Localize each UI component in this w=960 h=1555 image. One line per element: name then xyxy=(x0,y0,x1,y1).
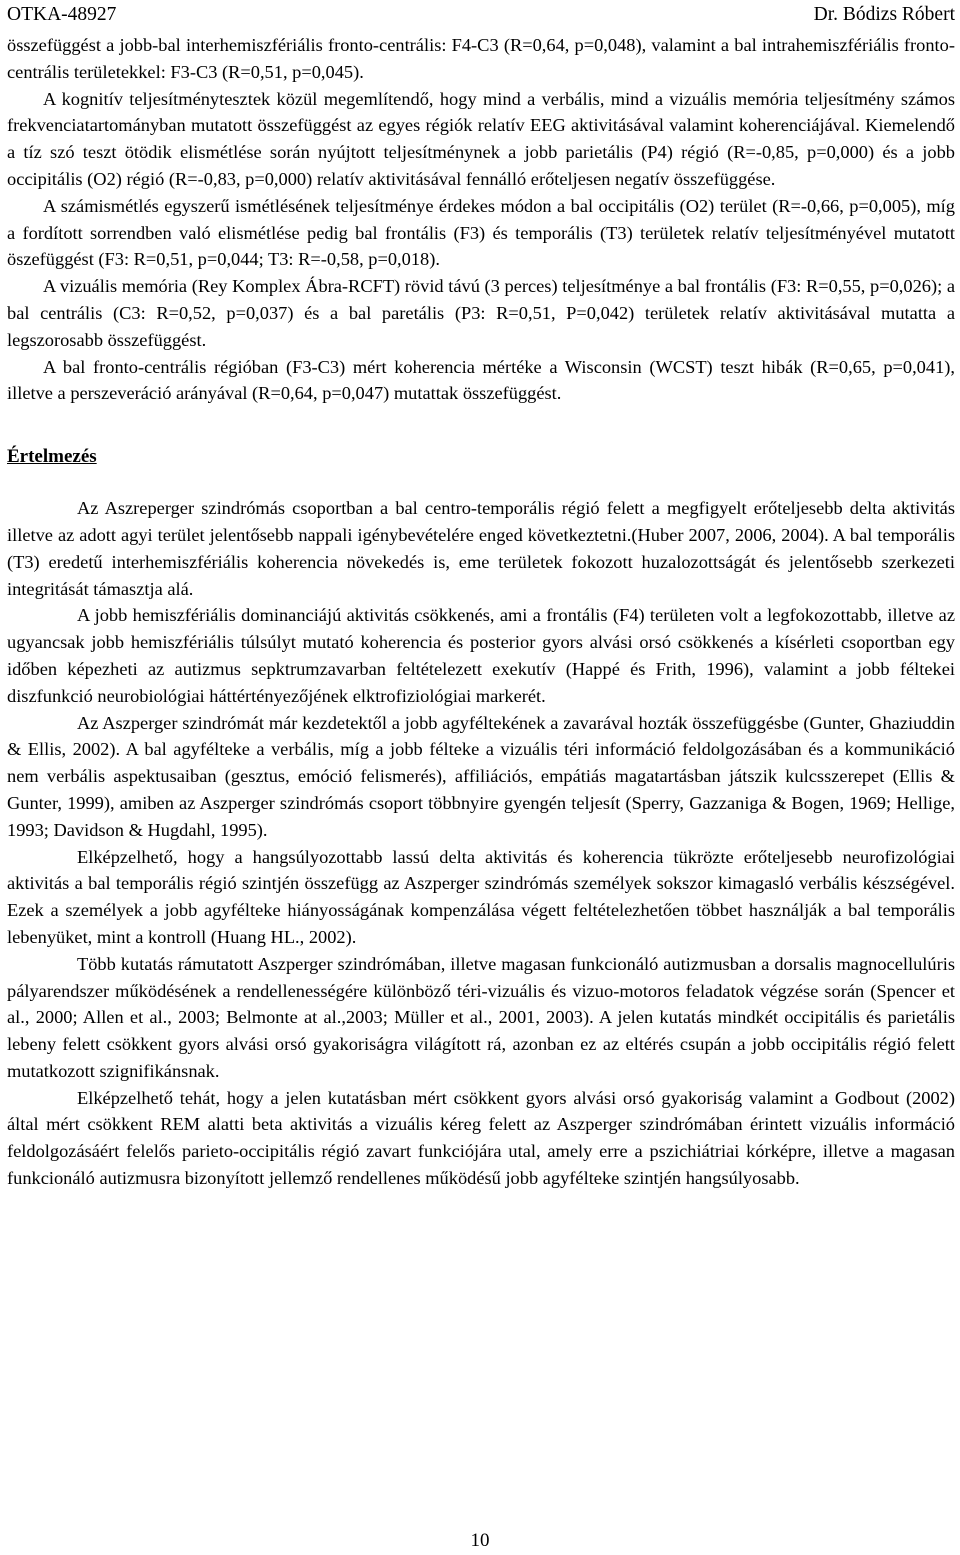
interpretation-paragraph: Az Aszperger szindrómát már kezdetektől a jobb agyféltekének a zavarával hozták összefüggésbe (Gunter, Ghaziuddin & Ellis, 2002). A bal agyfélteke a verbális, míg a jobb félteke a vizuális téri információ feldolgozásában és a kommunikáció nem verbális aspektusaiban (gesztus, emóció felismerés), affiliációs, empátiás magatartásban játszik kulcsszerepet (Ellis & Gunter, 1999), amiben az Aszperger szindrómás csoport többnyire gyengén teljesít (Sperry, Gazzaniga & Bogen, 1969; Hellige, 1993; Davidson & Hugdahl, 1995). xyxy=(7,712,955,840)
document-page xyxy=(7,0,955,1192)
interpretation-paragraph: Elképzelhető, hogy a hangsúlyozottabb lassú delta aktivitás és koherencia tükrözte erőteljesebb neurofizológiai aktivitás a bal temporális régió szintjén összefügg az Aszperger szindrómás személyek sokszor kimagasló verbális készségével. Ezek a személyek a jobb agyféltekе hiányosságának kompenzálása végett feltételezhetően többet használják a bal temporális lebenyüket, mint a kontroll (Huang HL., 2002). xyxy=(7,846,955,947)
interpretation-paragraph: Több kutatás rámutatott Aszperger szindrómában, illetve magasan funkcionáló autizmusban a dorsalis magnocellulúris pályarendszer működésének a rendellenességére különböző téri-vizuális és vizuo-motoros feladatok végzése során (Spencer et al., 2000; Allen et al., 2003; Belmonte at al.,2003; Müller et al., 2001, 2003). A jelen kutatás mindkét occipitális és parietális lebeny felett csökkent gyors alvási orsó gyakoriságra világított rá, azonban ez az eltérés csupán a jobb occipitális régió felett mutatkozott szignifikánsnak. xyxy=(7,953,955,1081)
results-section xyxy=(7,32,955,407)
header-project-code: OTKA-48927 xyxy=(7,4,117,25)
results-paragraph-wcst: A bal fronto-centrális régióban (F3-C3) mért koherencia mértéke a Wisconsin (WCST) teszt hibák (R=0,65, p=0,041), illetve a perszeveráció arányával (R=0,64, p=0,047) mutattak összefüggést. xyxy=(7,356,955,404)
results-paragraph-cognitive: A kognitív teljesítménytesztek közül megemlítendő, hogy mind a verbális, mind a vizuális memória teljesítmény számos frekvenciatartományban mutatott összefüggést az egyes régiók relatív EEG aktivitásával valamint koherenciájával. Kiemelendő a tíz szó teszt ötödik elismétlése során nyújtott teljesítménynek a jobb parietális (P4) régió (R=-0,85, p=0,000) és a jobb occipitális (O2) régió (R=-0,83, p=0,000) relatív aktivitásával fennálló erőteljesen negatív összefüggése. xyxy=(7,88,955,189)
page-number: 10 xyxy=(470,1530,490,1551)
section-heading: Értelmezés xyxy=(7,446,97,468)
results-paragraph-continuation: összefüggést a jobb-bal interhemiszfériális fronto-centrális: F4-C3 (R=0,64, p=0,048), valamint a bal intrahemiszfériális fronto-centrális területekkel: F3-C3 (R=0,51, p=0,045). xyxy=(7,35,955,82)
section-heading-wrap xyxy=(7,443,955,470)
interpretation-section xyxy=(7,495,955,1192)
results-paragraph-visual-memory: A vizuális memória (Rey Komplex Ábra-RCFT) rövid távú (3 perces) teljesítménye a bal frontális (F3: R=0,55, p=0,026); a bal centrális (C3: R=0,52, p=0,037) és a bal paretális (P3: R=0,51, P=0,042) területek relatív aktivitásával mutatta a legszorosabb összefüggést. xyxy=(7,276,955,350)
interpretation-paragraph: Elképzelhető tehát, hogy a jelen kutatásban mért csökkent gyors alvási orsó gyakoriság valamint a Godbout (2002) által mért csökkent REM alatti beta aktivitás a vizuális kéreg felett az Aszperger szindrómában érintett vizuális információ feldolgozásáért felelős parieto-occipitális régió zavart funkciójára utal, amely erre a pszichiátriai kórképre, illetve a magasan funkcionáló autizmusra bizonyított jellemző rendellenes működésű jobb agyfélteke szintjén hangsúlyosabb. xyxy=(7,1087,955,1189)
interpretation-paragraph: A jobb hemiszfériális dominanciájú aktivitás csökkenés, ami a frontális (F4) területen volt a legfokozottabb, illetve az ugyancsak jobb hemiszfériális túlsúlyt mutató koherencia és posterior gyors alvási orsó csökkenés a kísérleti csoportban egy időben képezheti az autizmus sepktrumzavarban feltételezett exekutív (Happé és Frith, 1996), valamint a jobb féltekei diszfunkció neurobiológiai háttértényezőjének elktrofiziológiai markerét. xyxy=(7,605,955,706)
page-header xyxy=(7,0,955,30)
header-author: Dr. Bódizs Róbert xyxy=(813,4,955,25)
interpretation-paragraph: Az Aszreperger szindrómás csoportban a bal centro-temporális régió felett a megfigyelt erőteljesebb delta aktivitás illetve az adott agyi terület jelentősebb nappali igénybevételére enged következtetni.(Huber 2007, 2006, 2004). A bal temporális (T3) eredetű interhemiszfériális koherencia növekedés is, eme területek fokozott huzalozottságát és jelentősebb szerkezeti integritását támasztja alá. xyxy=(7,498,955,599)
results-paragraph-digit-span: A számismétlés egyszerű ismétlésének teljesítménye érdekes módon a bal occipitális (O2) terület (R=-0,66, p=0,005), míg a fordított sorrendben való elismétlése pedig bal frontális (F3) és temporális (T3) területek relatív teljesítményével mutatott öszefüggést (F3: R=0,51, p=0,044; T3: R=-0,58, p=0,018). xyxy=(7,195,955,270)
